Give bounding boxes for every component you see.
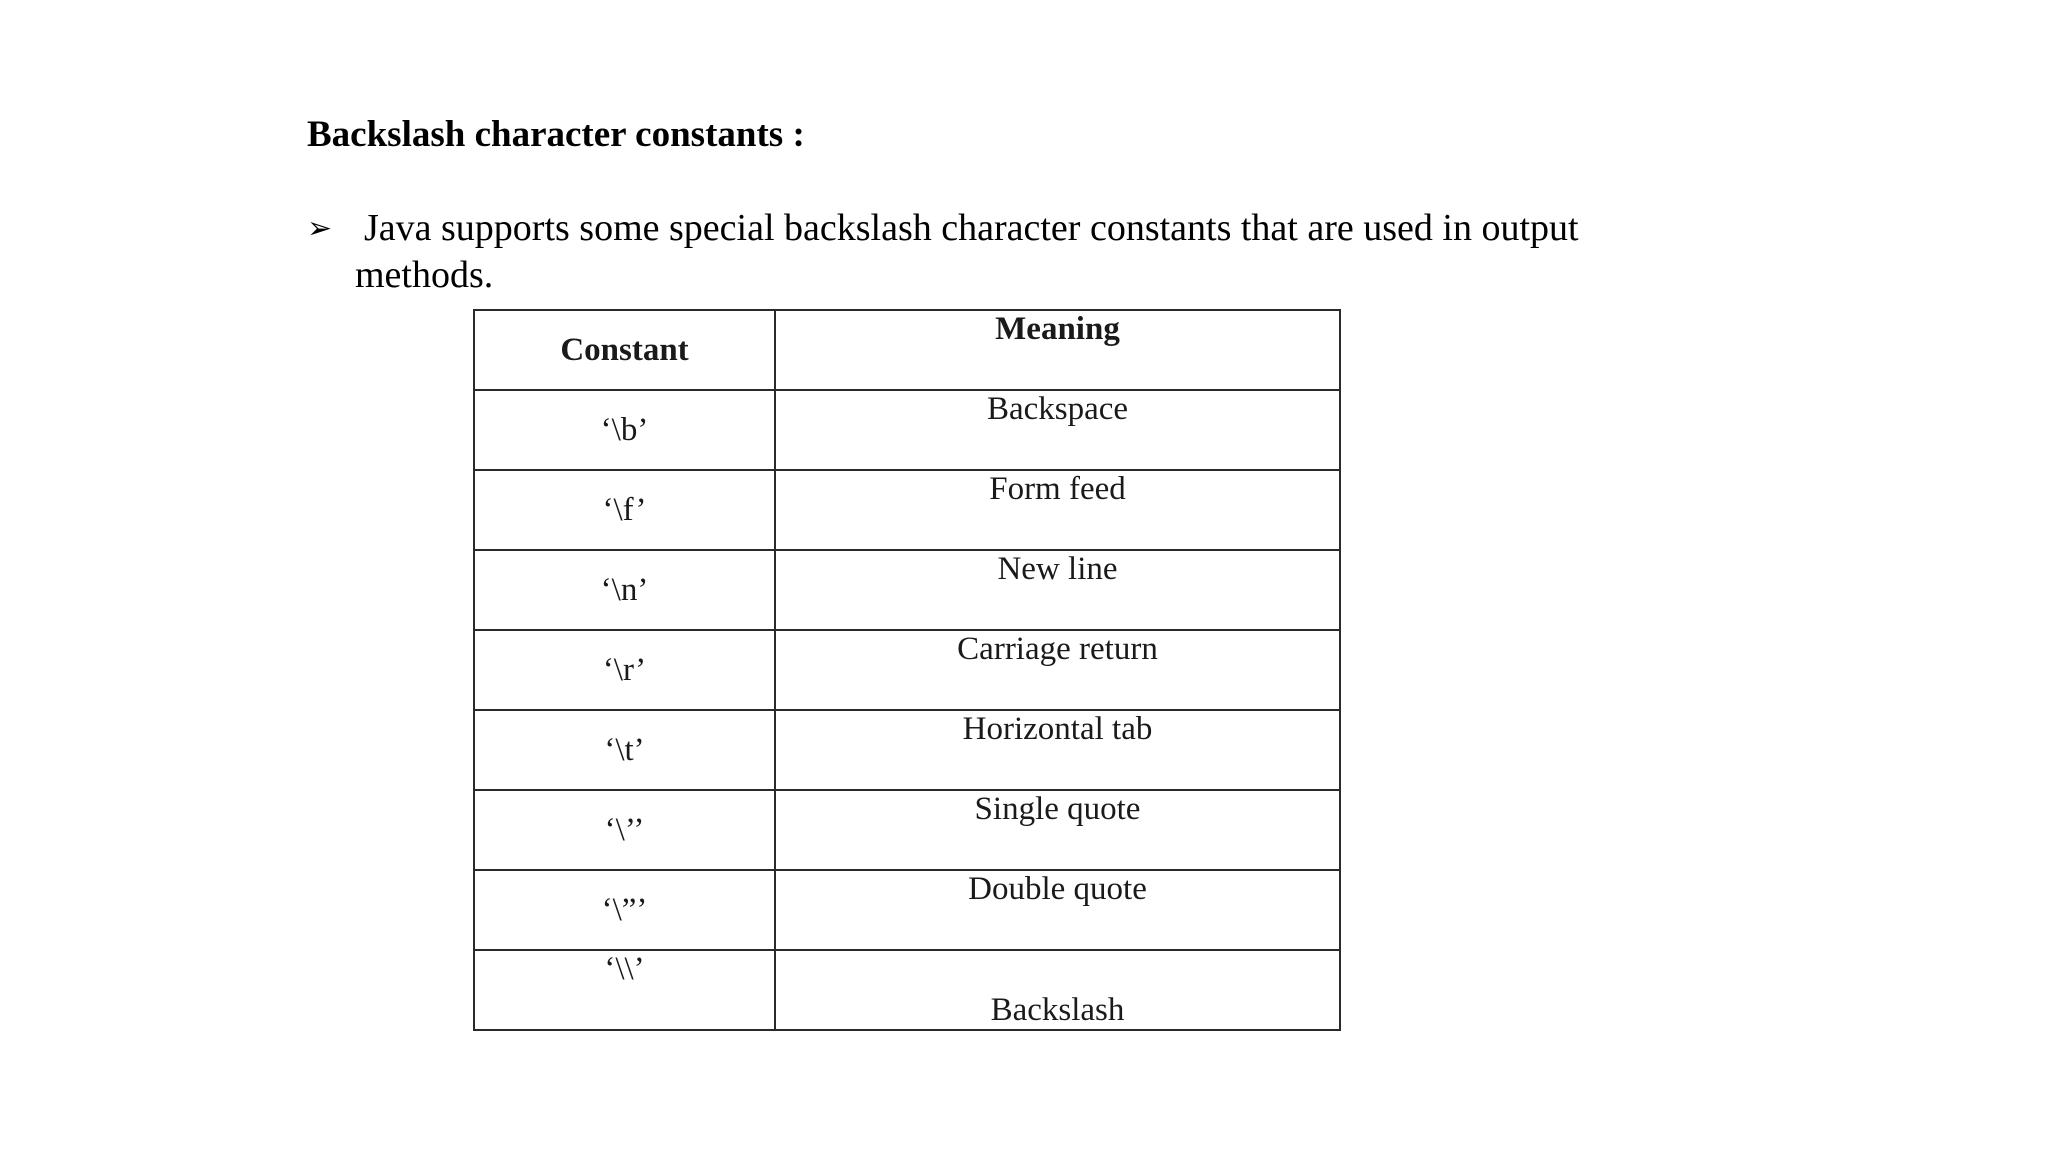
table-row	[474, 710, 1340, 790]
meaning-cell: Backspace	[775, 390, 1340, 470]
constant-cell: ‘\t’	[474, 710, 775, 790]
constant-cell: ‘\b’	[474, 390, 775, 470]
constant-cell: ‘\”’	[474, 870, 775, 950]
constant-cell: ‘\’’	[474, 790, 775, 870]
bullet-text-line-2: methods.	[355, 254, 494, 296]
table-row	[474, 870, 1340, 950]
table-row	[474, 630, 1340, 710]
column-header-meaning: Meaning	[775, 310, 1340, 390]
arrow-bullet-icon: ➢	[307, 211, 333, 246]
page-heading: Backslash character constants :	[307, 114, 805, 155]
meaning-cell: Horizontal tab	[775, 710, 1340, 790]
meaning-cell: Carriage return	[775, 630, 1340, 710]
constant-cell: ‘\\’	[474, 950, 775, 1030]
table-header-row	[474, 310, 1340, 390]
meaning-cell: Backslash	[775, 950, 1340, 1030]
table-row	[474, 550, 1340, 630]
table-row	[474, 470, 1340, 550]
constant-cell: ‘\f’	[474, 470, 775, 550]
table-row	[474, 790, 1340, 870]
column-header-constant: Constant	[474, 310, 775, 390]
table-row	[474, 390, 1340, 470]
table-row	[474, 950, 1340, 1030]
meaning-cell: Single quote	[775, 790, 1340, 870]
backslash-constants-table	[473, 309, 1341, 1031]
bullet-text-line-1: Java supports some special backslash character constants that are used in output	[364, 207, 1579, 249]
meaning-cell: Double quote	[775, 870, 1340, 950]
constant-cell: ‘\r’	[474, 630, 775, 710]
meaning-cell: Form feed	[775, 470, 1340, 550]
constant-cell: ‘\n’	[474, 550, 775, 630]
meaning-cell: New line	[775, 550, 1340, 630]
